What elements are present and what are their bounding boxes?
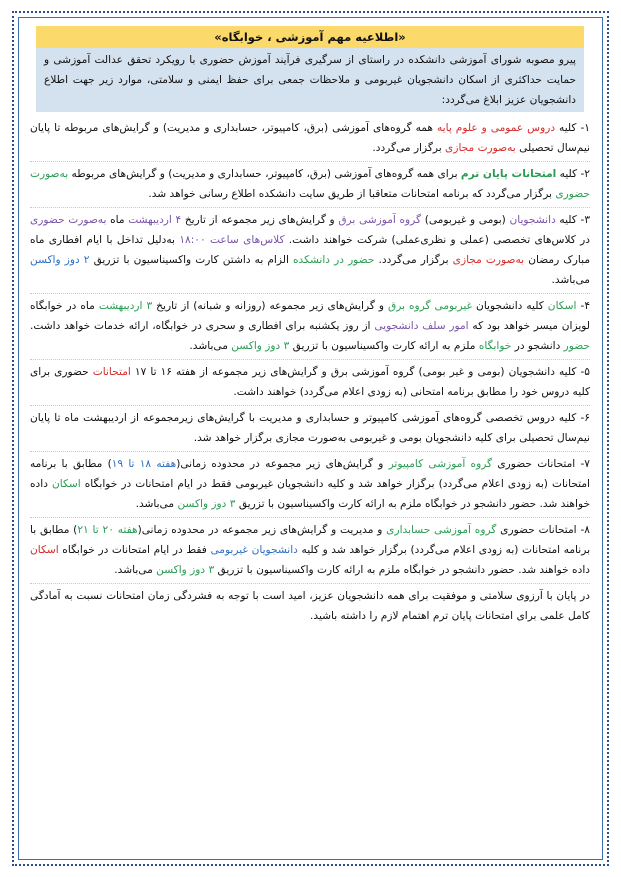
- item-text-segment: به‌دلیل تداخل با ایام افطاری ماه مبارک رمضان: [30, 234, 590, 266]
- item-text-segment: می‌باشد.: [551, 274, 590, 286]
- item-text-segment: دروس عمومی و علوم پایه: [437, 122, 556, 134]
- item-text-segment: ۵- کلیه دانشجویان (بومی و غیر بومی) گروه آموزشی برق و گرایش‌های زیر مجموعه از هفته ۱۶ تا ۱۷: [130, 366, 590, 378]
- item-text-segment: از روز یکشنبه برای افطاری و سحری در خوابگاه، ارائه خدمات خواهد داشت.: [30, 320, 375, 332]
- item-text-segment: ۸- امتحانات حضوری: [496, 524, 590, 536]
- item-text-segment: دانشجو در: [511, 340, 564, 352]
- item-text-segment: خوابگاه: [478, 340, 512, 352]
- item-text-segment: کلاس‌های ساعت ۱۸:۰۰: [179, 234, 285, 246]
- item-text-segment: و گرایش‌های زیر مجموعه (روزانه و شبانه) از تاریخ: [152, 300, 388, 312]
- item-text-segment: برای همه گروه‌های آموزشی (برق، کامپیوتر، حسابداری و مدیریت) و گرایش‌های مربوطه: [68, 168, 461, 180]
- item-text-segment: دانشجویان: [509, 214, 556, 226]
- announcement: [30, 26, 590, 629]
- item-text-segment: حضور: [563, 340, 590, 352]
- item-text-segment: هفته ۱۸ تا ۱۹: [111, 458, 177, 470]
- item-text-segment: ۲- کلیه: [556, 168, 590, 180]
- item-text-segment: ماه در خوابگاه لویزان میسر خواهد بود که: [30, 300, 590, 332]
- item-text-segment: ماه: [106, 214, 129, 226]
- item-text-segment: اسکان: [52, 478, 81, 490]
- item-text-segment: امور سلف دانشجویی: [374, 320, 469, 332]
- announcement-item: [30, 518, 590, 584]
- item-text-segment: ۳ دوز واکسن: [177, 498, 236, 510]
- announcement-intro: پیرو مصوبه شورای آموزشی دانشکده در راستای از سرگیری فرآیند آموزش حضوری با رویکرد تحقق عدالت آموزشی و حمایت حداکثری از اسکان دانشجویان غیربومی و ملاحظات جمعی برای حفظ ایمنی و سلامتی، موارد زیر جهت اطلاع دانشجویان عزیز ابلاغ می‌گردد:: [36, 48, 584, 112]
- announcement-item: [30, 116, 590, 162]
- item-text-segment: ۳- کلیه: [555, 214, 591, 226]
- item-text-segment: امتحانات: [92, 366, 131, 378]
- announcement-item: [30, 208, 590, 294]
- item-text-segment: ۲ دوز واکسن: [30, 254, 90, 266]
- item-text-segment: ) مطابق با برنامه امتحانات (به زودی اعلام می‌گردد) برگزار خواهد شد و کلیه دانشجویان غیربومی فقط در ایام امتحانات در خوابگاه: [30, 458, 590, 490]
- item-text-segment: ۱- کلیه: [555, 122, 590, 134]
- announcement-item: [30, 360, 590, 406]
- item-text-segment: گروه آموزشی حسابداری: [386, 524, 497, 536]
- item-text-segment: برگزار می‌گردد.: [372, 142, 446, 154]
- item-text-segment: ۳ دوز واکسن: [156, 564, 215, 576]
- item-text-segment: به‌صورت حضوری: [30, 168, 590, 200]
- item-text-segment: ۴-: [576, 300, 591, 312]
- item-text-segment: به‌صورت مجازی: [445, 142, 516, 154]
- item-text-segment: داده خواهند شد. حضور دانشجو در خوابگاه ملزم به ارائه کارت واکسیناسیون با تزریق: [214, 564, 590, 576]
- item-text-segment: گروه آموزشی برق: [338, 214, 422, 226]
- item-text-segment: حضوری برای کلیه دروس خود را مطابق برنامه امتحانی (به زودی اعلام می‌گردد) خواهند داشت.: [30, 366, 590, 398]
- item-text-segment: فقط در ایام امتحانات در خوابگاه: [58, 544, 211, 556]
- item-text-segment: همه گروه‌های آموزشی (برق، کامپیوتر، حسابداری و مدیریت) و گرایش‌های مربوطه تا پایان نیم‌سال تحصیلی: [30, 122, 590, 154]
- item-text-segment: به‌صورت حضوری: [30, 214, 107, 226]
- item-text-segment: ملزم به ارائه کارت واکسیناسیون با تزریق: [289, 340, 479, 352]
- item-text-segment: ۶- کلیه دروس تخصصی گروه‌های آموزشی کامپیوتر و حسابداری و مدیریت با گرایش‌های زیرمجموعه از اردیبهشت ماه تا پایان نیم‌سال تحصیلی برای کلیه دانشجویان بومی و غیربومی به‌صورت مجازی برگزار خواهد شد.: [30, 412, 590, 444]
- announcement-closing: در پایان با آرزوی سلامتی و موفقیت برای همه دانشجویان عزیز، امید است با توجه به فشردگی زمان امتحانات نسبت به آمادگی کامل علمی برای امتحانات پایان ترم اهتمام لازم را داشته باشید.: [30, 590, 590, 622]
- item-text-segment: می‌باشد.: [135, 498, 178, 510]
- announcement-item: [30, 294, 590, 360]
- announcement-item: [30, 162, 590, 208]
- item-text-segment: الزام به داشتن کارت واکسیناسیون با تزریق: [89, 254, 293, 266]
- item-text-segment: و گرایش‌های زیر مجموعه از تاریخ: [181, 214, 339, 226]
- item-text-segment: به‌صورت مجازی: [452, 254, 525, 266]
- item-text-segment: برگزار می‌گردد.: [374, 254, 453, 266]
- item-text-segment: ۳ اردیبهشت: [98, 300, 153, 312]
- item-text-segment: ) مطابق با برنامه امتحانات (به زودی اعلام می‌گردد) برگزار خواهد شد و کلیه: [30, 524, 591, 556]
- announcement-item: [30, 452, 590, 518]
- item-text-segment: (بومی و غیربومی): [421, 214, 510, 226]
- item-text-segment: و گرایش‌های زیر مجموعه در محدوده زمانی(: [176, 458, 389, 470]
- item-text-segment: کلیه دانشجویان: [472, 300, 548, 312]
- item-text-segment: برگزار می‌گردد که برنامه امتحانات متعاقبا از طریق سایت دانشکده اطلاع رسانی خواهد شد.: [148, 188, 556, 200]
- item-text-segment: و مدیریت و گرایش‌های زیر مجموعه در محدوده زمانی(: [137, 524, 387, 536]
- item-text-segment: در کلاس‌های تخصصی (عملی و نظری‌عملی) شرکت خواهند داشت.: [284, 234, 590, 246]
- item-text-segment: اسکان: [547, 300, 577, 312]
- item-text-segment: می‌باشد.: [114, 564, 157, 576]
- announcement-items: [30, 116, 590, 629]
- announcement-title: «اطلاعیه مهم آموزشی ، خوابگاه»: [36, 26, 584, 48]
- item-text-segment: ۴ اردیبهشت: [128, 214, 182, 226]
- item-text-segment: دانشجویان غیربومی: [210, 544, 298, 556]
- item-text-segment: امتحانات پایان ترم: [460, 168, 557, 180]
- item-text-segment: غیربومی گروه برق: [388, 300, 473, 312]
- item-text-segment: می‌باشد.: [189, 340, 232, 352]
- item-text-segment: داده خواهند شد. حضور دانشجو در خوابگاه ملزم به ارائه کارت واکسیناسیون با تزریق: [30, 478, 590, 510]
- announcement-item: [30, 406, 590, 452]
- item-text-segment: گروه آموزشی کامپیوتر: [388, 458, 493, 470]
- item-text-segment: حضور در دانشکده: [293, 254, 375, 266]
- item-text-segment: ۳ دوز واکسن: [231, 340, 290, 352]
- item-text-segment: اسکان: [30, 544, 59, 556]
- item-text-segment: ۷- امتحانات حضوری: [492, 458, 590, 470]
- item-text-segment: هفته ۲۰ تا ۲۱: [77, 524, 138, 536]
